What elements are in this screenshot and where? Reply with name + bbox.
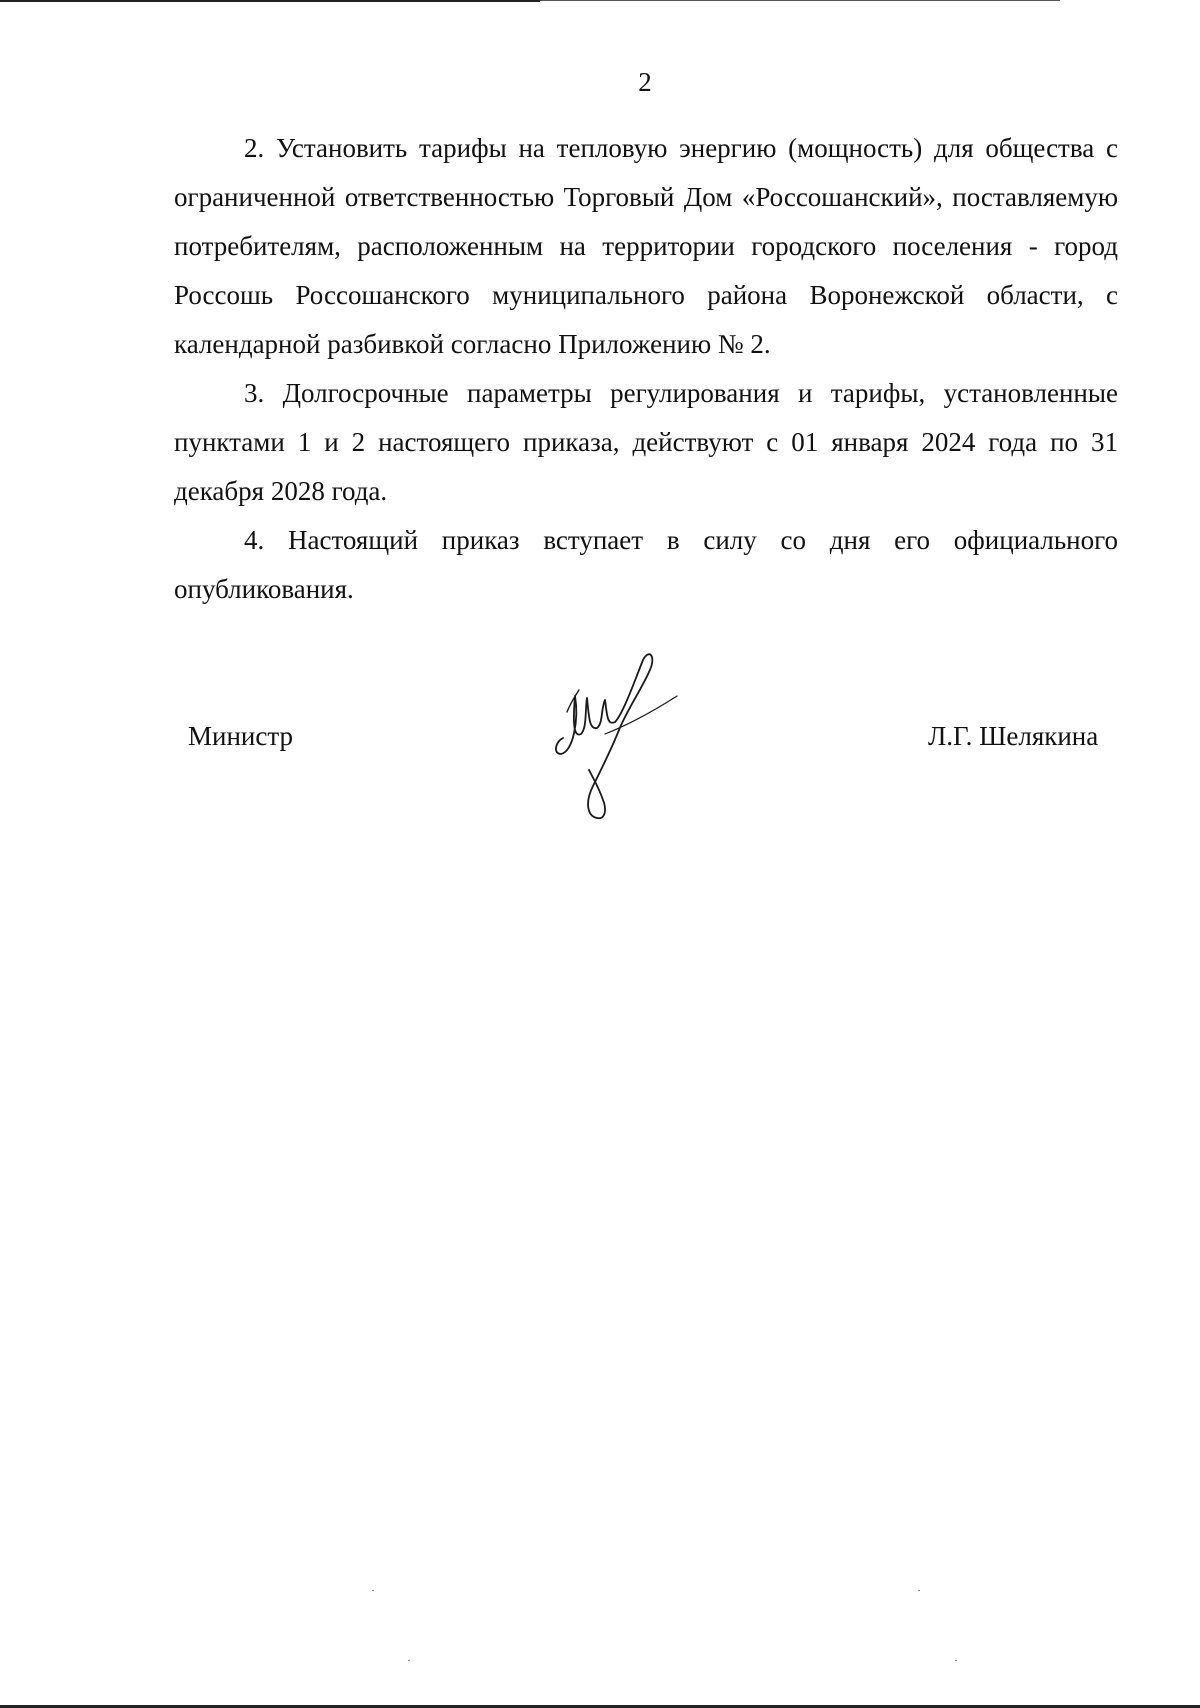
signature-block <box>0 650 1200 830</box>
scan-speck <box>372 1590 374 1591</box>
page-number: 2 <box>638 67 652 97</box>
scan-speck <box>918 1590 920 1591</box>
paragraph-entry-into-force: 4. Настоящий приказ вступает в силу со дня его официального опубликования. <box>174 525 1118 604</box>
signer-name: Л.Г. Шелякина <box>928 721 1099 751</box>
scan-edge-top <box>0 0 540 2</box>
document-body <box>174 124 1118 614</box>
signer-position: Министр <box>188 721 293 751</box>
scan-speck <box>408 1660 410 1661</box>
paragraph-validity-period: 3. Долгосрочные параметры регулирования и тарифы, установленные пунктами 1 и 2 настоящего приказа, действуют с 01 января 2024 года по 31 декабря 2028 года. <box>174 378 1118 506</box>
paragraph-tariffs: 2. Установить тарифы на тепловую энергию (мощность) для общества с ограниченной ответственностью Торговый Дом «Россошанский», поставляемую потребителям, расположенным на территории городского поселения - город Россошь Россошанского муниципального района Воронежской области, с календарной разбивкой согласно Приложению № 2. <box>174 133 1118 359</box>
handwritten-signature <box>545 650 685 826</box>
scan-edge-top-thin <box>540 0 1060 1</box>
scan-speck <box>955 1660 957 1661</box>
